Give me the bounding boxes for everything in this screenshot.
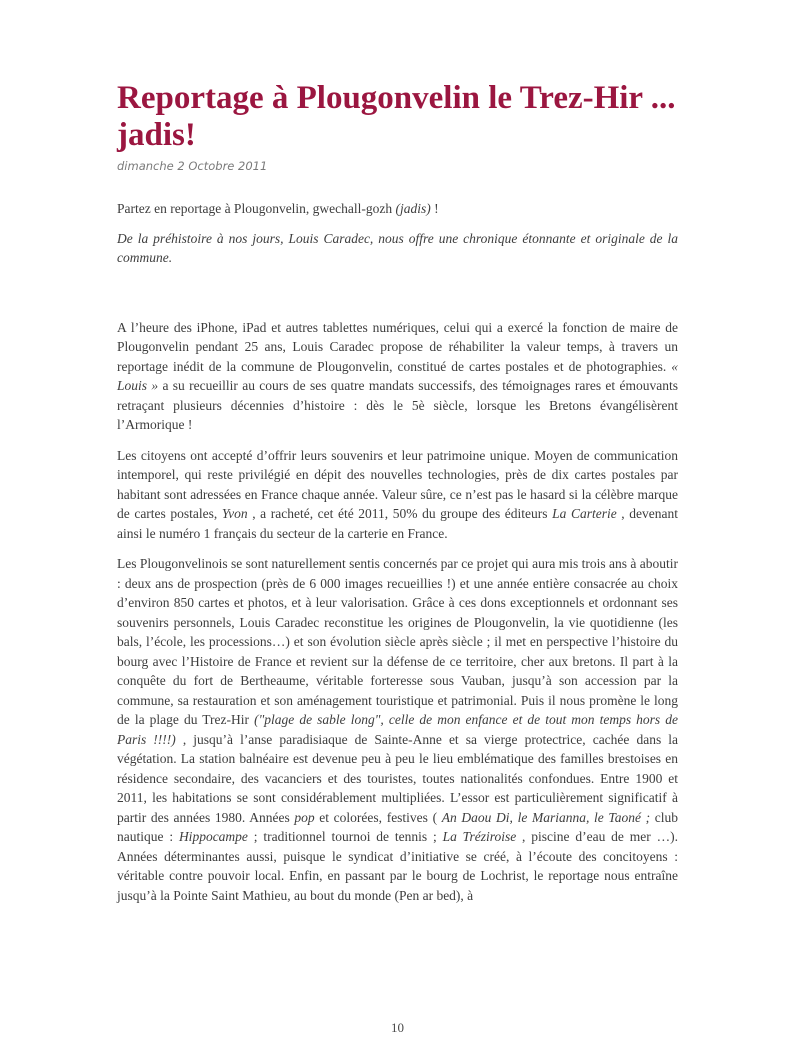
article-body (117, 199, 678, 916)
p1-emphasis: « Louis » (117, 358, 678, 393)
p3-text-c: et colorées, festives ( (314, 809, 442, 825)
article-title: Reportage à Plougonvelin le Trez-Hir ... jadis! (117, 80, 676, 153)
p3-emphasis-3: An Daou Di, le Marianna, le Taoné ; (441, 809, 651, 825)
article-date: dimanche 2 Octobre 2011 (117, 159, 268, 173)
p3-text-d: club nautique : (117, 809, 678, 844)
p3-text-b: , jusqu’à l’anse paradisiaque de Sainte-Anne et sa vierge protectrice, cachée dans la végétation. La station balnéaire est devenue peu à peu le lieu emblématique des familles brestoises en résidence secondaire, des vacanciers et des touristes, toutes nationalités confondues. Entre 1900 et 2011, les habitations se sont considérablement multipliées. L’essor est particulièrement significatif à partir des années 1980. Années (117, 731, 679, 825)
page-number: 10 (391, 1020, 404, 1035)
intro-paragraph (117, 199, 678, 219)
p3-text-e: ; traditionnel tournoi de tennis ; (247, 829, 443, 844)
p1-text-b: a su recueillir au cours de ses quatre mandats successifs, des témoignages rares et émouvants retraçant plusieurs décennies d’histoire : dès le 5è siècle, lorsque les Bretons évangélisèrent l’Armorique ! (117, 378, 678, 432)
paragraph-2 (117, 446, 678, 544)
p2-emphasis-1: Yvon (221, 506, 248, 521)
p2-text-c: , devenant ainsi le numéro 1 français du secteur de la carterie en France. (117, 506, 678, 541)
p3-text-f: , piscine d’eau de mer …). Années déterminantes aussi, puisque le syndicat d’initiative se créé, à l’écoute des concitoyens : véritable contre pouvoir local. Enfin, en passant par le bourg de Lochrist, le reportage nous entraîne jusqu’à la Pointe Saint Mathieu, au bout du monde (Pen ar bed), à (117, 829, 678, 903)
p2-text-a: Les citoyens ont accepté d’offrir leurs souvenirs et leur patrimoine unique. Moyen de communication intemporel, qui reste privilégié en dépit des nouvelles technologies, près de dix cartes postales par habitant sont adressées en France chaque année. Valeur sûre, ce n’est pas le hasard si la célèbre marque de cartes postales, (117, 447, 678, 521)
p3-emphasis-1: ("plage de sable long", celle de mon enfance et de tout mon temps hors de Paris !!!!) (117, 712, 678, 747)
p3-text-a: Les Plougonvelinois se sont naturellement sentis concernés par ce projet qui aura mis trois ans à aboutir : deux ans de prospection (près de 6 000 images recueillies !) et une année entière consacrée au choix d’environ 850 cartes et photos, et à leur valorisation. Grâce à ces dons exceptionnels et ordonnant ses souvenirs personnels, Louis Caradec reconstitue les origines de Plougonvelin, la vie quotidienne (les bals, l’école, les processions…) et son évolution siècle après siècle ; il met en perspective l’histoire du bourg avec l’Histoire de France et revient sur la défense de ce territoire, cher aux bretons. Il part à la conquête du fort de Bertheaume, véritable forteresse sous Vauban, jusqu’à son accession par la commune, sa restauration et son aménagement touristique et patrimonial. Puis il nous promène le long de la plage du Trez-Hir (117, 556, 678, 727)
paragraph-3 (117, 554, 678, 905)
intro-end: ! (430, 201, 439, 216)
p1-text-a: A l’heure des iPhone, iPad et autres tablettes numériques, celui qui a exercé la fonction de maire de Plougonvelin pendant 25 ans, Louis Caradec propose de réhabiliter la valeur temps, à travers un reportage inédit de la commune de Plougonvelin, constitué de cartes postales et de photographies. (117, 319, 678, 374)
intro-emphasis: (jadis) (395, 201, 431, 216)
p3-emphasis-2: pop (294, 809, 315, 825)
lead-paragraph: De la préhistoire à nos jours, Louis Caradec, nous offre une chronique étonnante et originale de la commune. (117, 230, 678, 265)
p3-emphasis-5: La Tréziroise (442, 829, 517, 844)
p3-emphasis-4: Hippocampe (178, 829, 248, 844)
paragraph-1 (117, 318, 678, 435)
p2-emphasis-2: La Carterie (552, 506, 617, 521)
p2-text-b: , a racheté, cet été 2011, 50% du groupe des éditeurs (247, 506, 553, 521)
intro-text: Partez en reportage à Plougonvelin, gwechall-gozh (117, 201, 396, 216)
